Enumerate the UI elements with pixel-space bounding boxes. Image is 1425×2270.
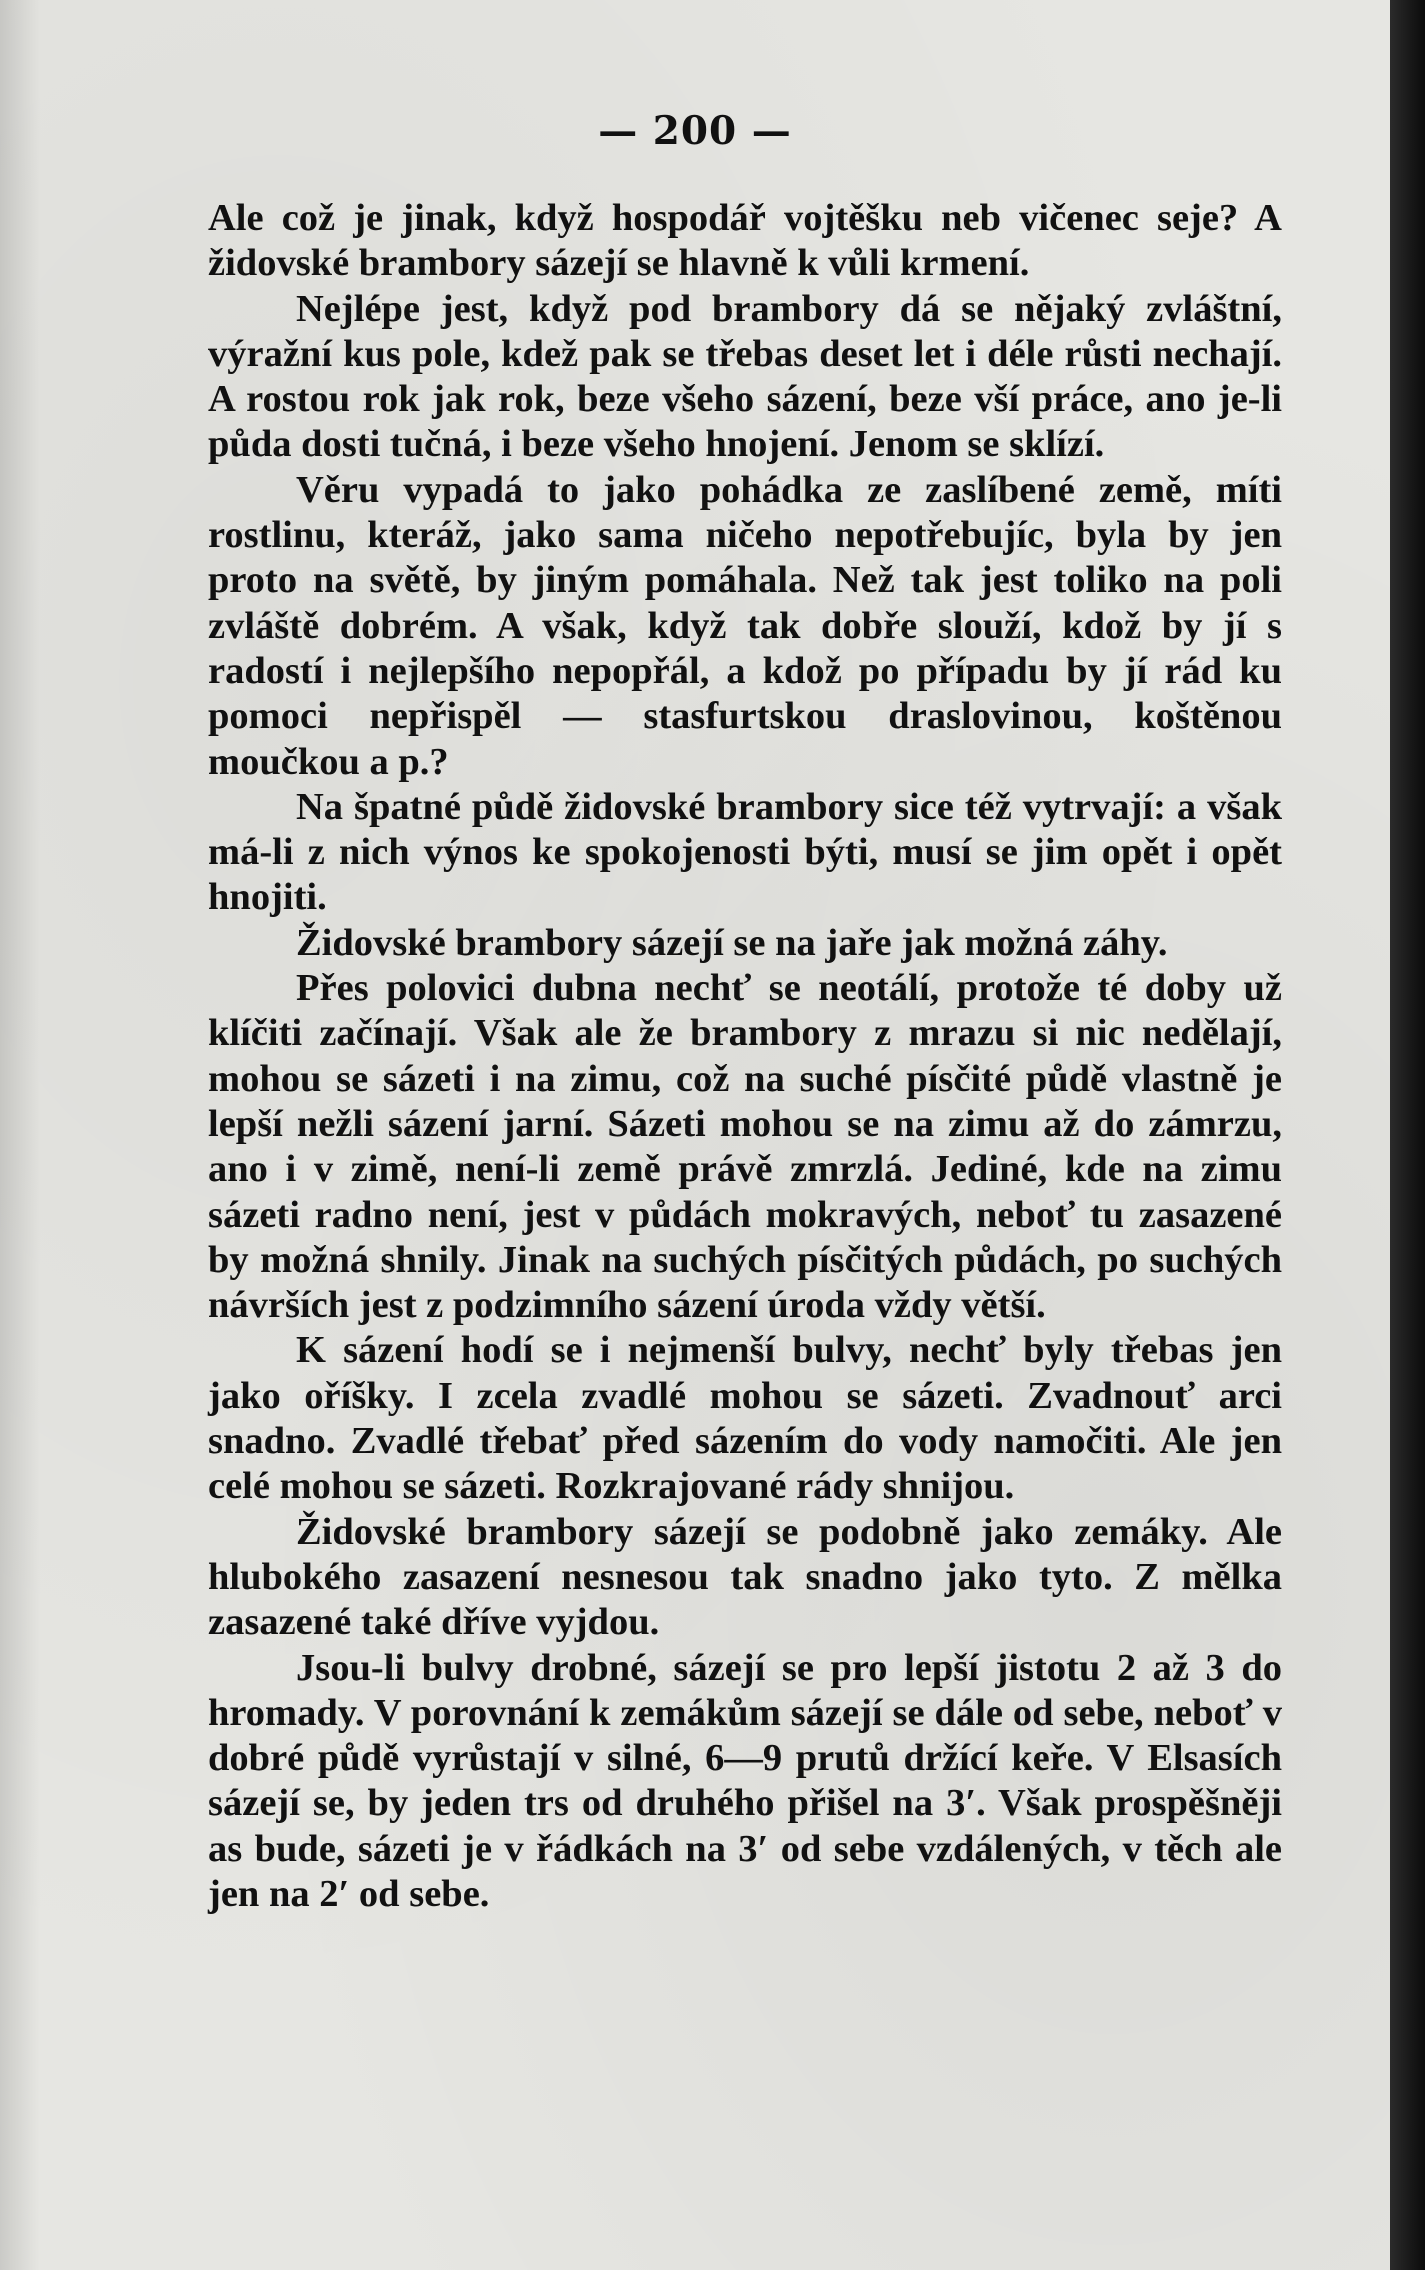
page-number-header: — 200 — [598, 108, 792, 154]
page-gutter-shade [0, 0, 40, 2270]
paragraph: Přes polovici dubna nechť se neotálí, protože té doby už klíčiti začínají. Však ale že brambory z mrazu si nic nedělají, mohou se sázeti i na zimu, což na suché písčité půdě vlastně je lepší nežli sázení jarní. Sázeti mohou se na zimu až do zámrzu, ano i v zimě, není-li země právě zmrzlá. Jediné, kde na zimu sázeti radno není, jest v půdách mokravých, neboť tu zasazené by možná shnily. Jinak na suchých písčitých půdách, po suchých návrších jest z podzimního sázení úroda vždy větší. [208, 967, 1282, 1327]
paragraph: Židovské brambory sázejí se podobně jako zemáky. Ale hlubokého zasazení nesnesou tak snadno jako tyto. Z mělka zasazené také dříve vyjdou. [208, 1510, 1282, 1644]
body-text [208, 196, 1282, 1917]
paragraph: Ale což je jinak, když hospodář vojtěšku neb vičenec seje? A židovské brambory sázejí se hlavně k vůli krmení. [208, 197, 1282, 285]
paragraph: Nejlépe jest, když pod brambory dá se nějaký zvláštní, výražní kus pole, kdež pak se třebas deset let i déle růsti nechají. A rostou rok jak rok, beze všeho sázení, beze vší práce, ano je-li půda dosti tučná, i beze všeho hnojení. Jenom se sklízí. [208, 287, 1282, 466]
paragraph: K sázení hodí se i nejmenší bulvy, nechť byly třebas jen jako oříšky. I zcela zvadlé mohou se sázeti. Zvadnouť arci snadno. Zvadlé třebať před sázením do vody namočiti. Ale jen celé mohou se sázeti. Rozkrajované rády shnijou. [208, 1329, 1282, 1508]
paragraph: Židovské brambory sázejí se na jaře jak možná záhy. [296, 921, 1168, 964]
paragraph: Věru vypadá to jako pohádka ze zaslíbené země, míti rostlinu, kteráž, jako sama ničeho nepotřebujíc, byla by jen proto na světě, by jiným pomáhala. Než tak jest toliko na poli zvláště dobrém. A však, když tak dobře slouží, kdož by jí s radostí i nejlepšího nepopřál, a kdož po případu by jí rád ku pomoci nepřispěl — stasfurtskou draslovinou, koštěnou moučkou a p.? [208, 468, 1282, 783]
paragraph: Na špatné půdě židovské brambory sice též vytrvají: a však má-li z nich výnos ke spokojenosti býti, musí se jim opět i opět hnojiti. [208, 785, 1282, 919]
paragraph: Jsou-li bulvy drobné, sázejí se pro lepší jistotu 2 až 3 do hromady. V porovnání k zemákům sázejí se dále od sebe, neboť v dobré půdě vyrůstají v silné, 6—9 prutů držící keře. V Elsasích sázejí se, by jeden trs od druhého přišel na 3′. Však prospěšněji as bude, sázeti je v řádkách na 3′ od sebe vzdálených, v těch ale jen na 2′ od sebe. [208, 1646, 1282, 1915]
scan-edge-shadow [1390, 0, 1425, 2270]
